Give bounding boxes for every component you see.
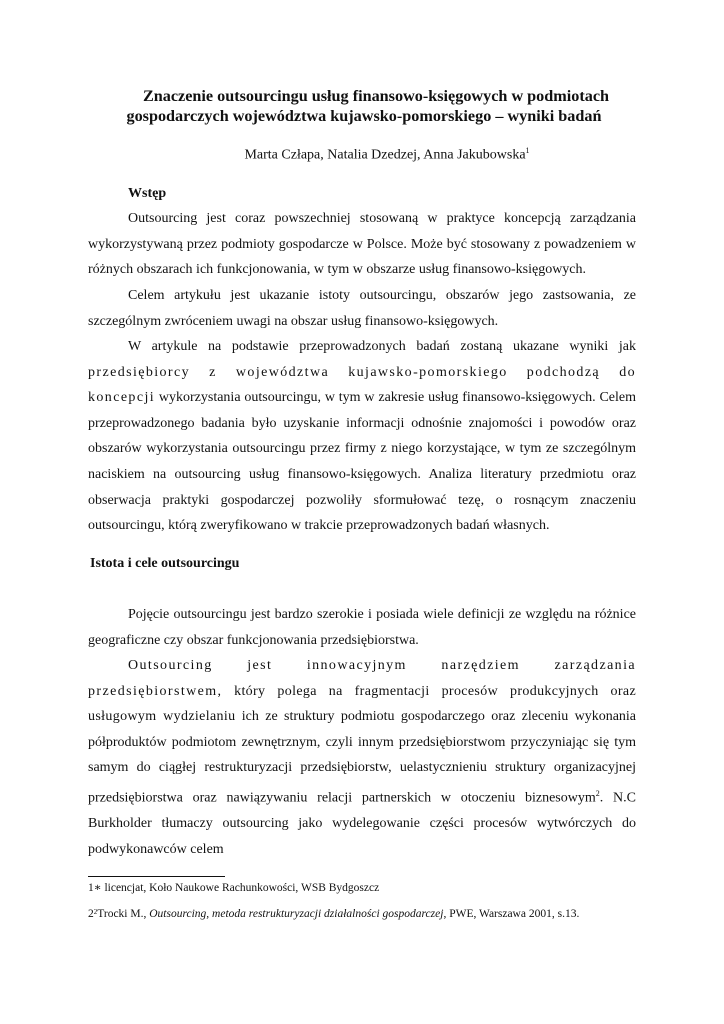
- authors: [0, 146, 724, 164]
- paragraph-text: ich ze struktury podmiotu gospodarczego oraz zleceniu wykonania półproduktów podmiotom: [88, 709, 637, 750]
- paragraph-definition-1: [88, 602, 636, 653]
- authors-footnote-ref: 1: [525, 146, 530, 155]
- title-line-1: Znaczenie outsourcingu usług finansowo-księgowych w podmiotach: [142, 87, 610, 105]
- paragraph-text: wykorzystania outsourcingu, w tym w zakresie usług finansowo-księgowych. Celem przeprowadzonego badania było uzyskanie informacji odnośnie znajomości i powodów oraz obszarów wykorzystania outsourcingu przez firmy z niego korzystające, w tym ze szczególnym naciskiem na outsourcing usług finansowo-księgowych. Analiza literatury przedmiotu oraz obserwacja praktyki gospodarczej pozwoliły sformułować tezę, o rosnącym znaczeniu outsourcingu, którą zweryfikowano w trakcie przeprowadzonych badań własnych.: [88, 390, 637, 534]
- paragraph-text: Outsourcing jest coraz powszechniej stosowaną w praktyce koncepcją zarządzania wykorzystywaną przez podmioty gospodarcze w Polsce. Może być stosowany z powadzeniem w różnych obszarach ich funkcjonowania, w tym w obszarze usług finansowo-księgowych.: [88, 211, 636, 278]
- paragraph-text: który polega na fragmentacji procesów produkcyjnych oraz usługowym wydzielaniu: [88, 683, 637, 725]
- paragraph-text: zewnętrznym, czyli innym przedsiębiorstwom przyczyniając się tym samym do ciągłej restrukturyzacji przedsiębiorstw, uelastycznieniu struktury organizacyjnej przedsiębiorstwa oraz nawiązywaniu relacji partnerskich w otoczeniu biznesowym: [88, 734, 637, 806]
- footnote-mark: ∗: [93, 882, 102, 894]
- footnote-2: [88, 908, 579, 920]
- footnote-ref-2: 2: [595, 788, 600, 798]
- heading-istota: Istota i cele outsourcingu: [90, 556, 240, 571]
- paragraph-intro-3: [88, 334, 636, 539]
- footnote-text: , PWE, Warszawa 2001, s.13.: [443, 908, 580, 920]
- paragraph-intro-2: [88, 283, 636, 334]
- footnote-number: 1: [88, 882, 94, 894]
- authors-names: Marta Człapa, Natalia Dzedzej, Anna Jakubowska: [244, 147, 526, 163]
- paragraph-text-spaced: Outsourcing jest innowacyjnym narzędziem zarządzania przedsiębiorstwem,: [88, 658, 636, 699]
- paragraph-text: Celem artykułu jest ukazanie istoty outsourcingu, obszarów jego zastsowania, ze szczególnym zwróceniem uwagi na obszar usług finansowo-księgowych.: [88, 288, 636, 329]
- footnote-text: Trocki M.,: [97, 908, 150, 920]
- paragraph-intro-1: [88, 206, 636, 283]
- footnote-number: 2: [88, 908, 94, 920]
- footnote-mark: 2: [93, 908, 98, 916]
- footnote-1: [88, 880, 379, 894]
- title-line-2: gospodarczych województwa kujawsko-pomorskiego – wyniki badań: [126, 107, 602, 125]
- footnote-text: licencjat, Koło Naukowe Rachunkowości, WSB Bydgoszcz: [101, 882, 380, 894]
- footnote-title: Outsourcing, metoda restrukturyzacji działalności gospodarczej: [149, 908, 444, 920]
- paragraph-text-spaced: przedsiębiorcy z województwa kujawsko-pomorskiego podchodzą do koncepcji: [88, 364, 636, 406]
- heading-wstep: Wstęp: [128, 186, 167, 201]
- footnote-separator: [88, 876, 225, 877]
- paragraph-text: . N.C Burkholder tłumaczy outsourcing jako wydelegowanie części procesów wytwórczych do podwykonawców celem: [88, 790, 636, 857]
- paragraph-text: W artykule na podstawie przeprowadzonych badań zostaną ukazane wyniki jak: [128, 339, 636, 354]
- paragraph-text: Pojęcie outsourcingu jest bardzo szerokie i posiada wiele definicji ze względu na różnice geograficzne czy obszar funkcjonowania przedsiębiorstwa.: [88, 607, 636, 648]
- paragraph-definition-2: [88, 653, 636, 862]
